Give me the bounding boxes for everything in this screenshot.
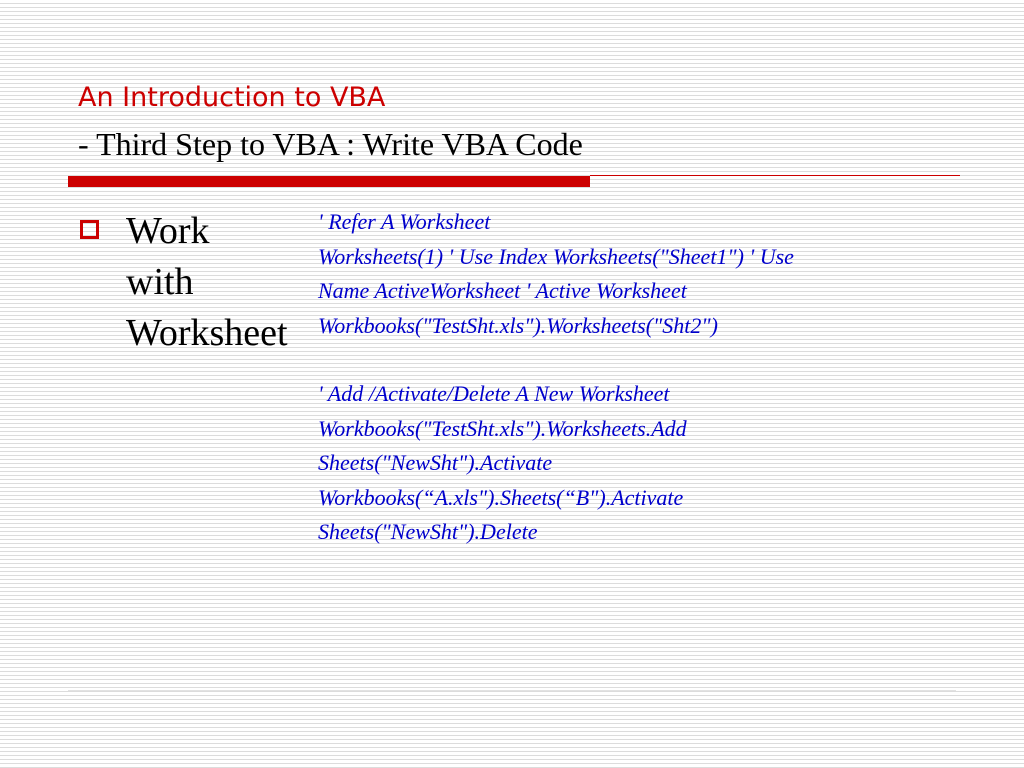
code-line: Sheets("NewSht").Delete bbox=[318, 519, 538, 544]
bullet-text bbox=[126, 206, 316, 359]
code-line: ' Refer A Worksheet bbox=[318, 209, 491, 234]
square-outline-bullet-icon bbox=[80, 220, 99, 239]
code-group-add-activate-delete bbox=[318, 377, 968, 550]
code-group-refer bbox=[318, 205, 968, 343]
slide-title: An Introduction to VBA bbox=[78, 82, 386, 113]
title-underline-thin bbox=[590, 175, 960, 176]
title-underline-thick bbox=[68, 176, 590, 187]
footer-divider bbox=[68, 690, 956, 691]
code-line: Workbooks("TestSht.xls").Worksheets.Add bbox=[318, 415, 687, 441]
code-line: Workbooks(“A.xls").Sheets(“B").Activate bbox=[318, 484, 684, 510]
code-line: Worksheets(1) ' Use Index Worksheets("Sheet1") ' Use bbox=[318, 243, 794, 269]
slide-subtitle: - Third Step to VBA : Write VBA Code bbox=[78, 126, 583, 162]
bullet-line: with bbox=[126, 261, 194, 303]
code-line: Name ActiveWorksheet ' Active Worksheet bbox=[318, 278, 687, 303]
code-line: Workbooks("TestSht.xls").Worksheets("Sht2") bbox=[318, 312, 718, 338]
code-line: Sheets("NewSht").Activate bbox=[318, 450, 553, 475]
code-block bbox=[318, 205, 968, 550]
bullet-line: Worksheet bbox=[126, 312, 288, 354]
bullet-line: Work bbox=[126, 210, 210, 252]
code-line: ' Add /Activate/Delete A New Worksheet bbox=[318, 381, 670, 406]
